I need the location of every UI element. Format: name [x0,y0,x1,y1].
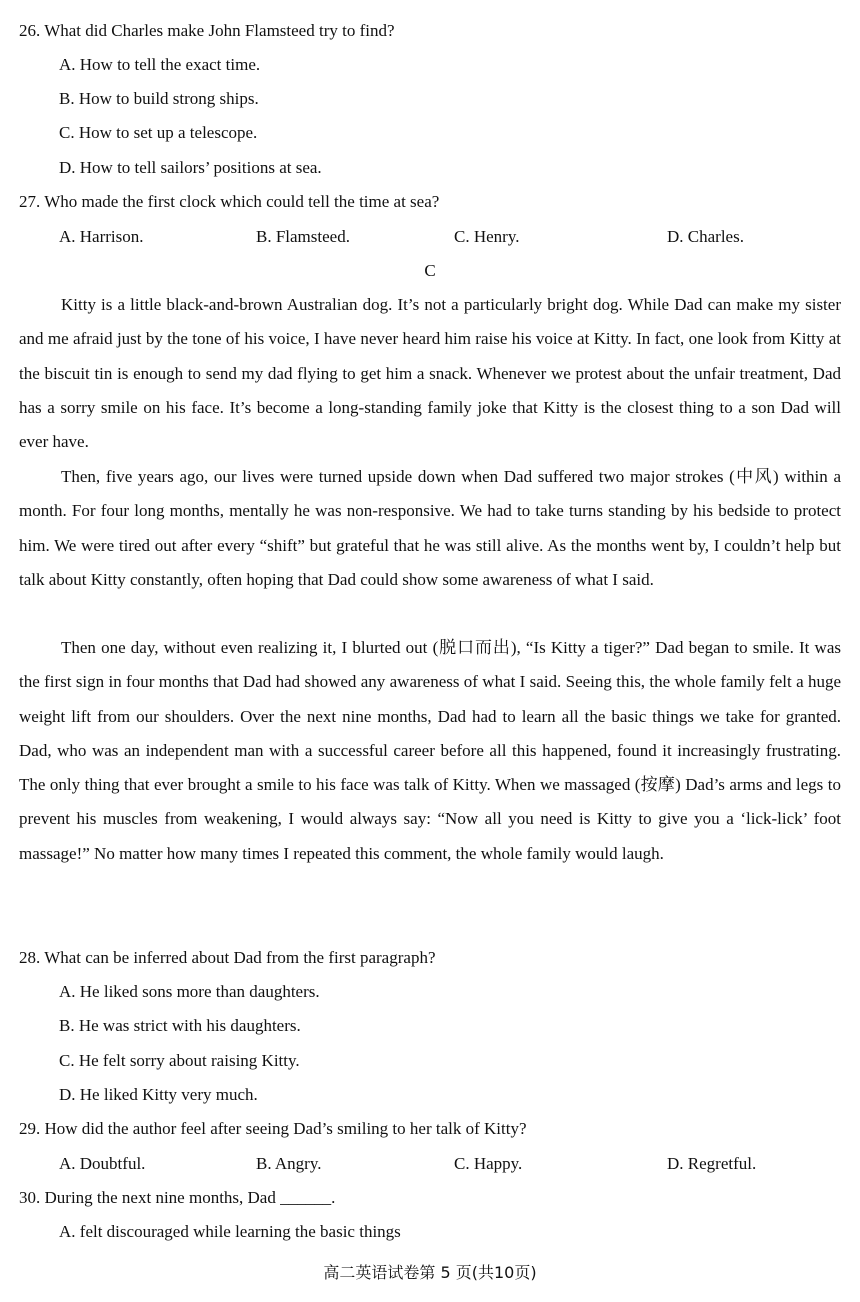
question-27-option-b: B. Flamsteed. [256,227,350,246]
passage-paragraph-1-text: Kitty is a little black-and-brown Australian dog. It’s not a particularly bright dog. While Dad can make my sister and me afraid just by the tone of his voice, I have never heard him raise his voice at Kitty. In fact, one look from Kitty at the biscuit tin is enough to send my dad flying to get him a snack. Whenever we protest about the unfair treatment, Dad has a sorry smile on his face. It’s become a long-standing family joke that Kitty is the closest thing to a son Dad will ever have. [19,295,841,452]
question-26-stem: 26. What did Charles make John Flamsteed try to find? [19,21,395,40]
question-28-option-c: C. He felt sorry about raising Kitty. [59,1051,300,1070]
question-27-stem: 27. Who made the first clock which could tell the time at sea? [19,192,440,211]
question-29-stem: 29. How did the author feel after seeing Dad’s smiling to her talk of Kitty? [19,1119,527,1138]
section-heading: C [424,261,436,280]
question-30-option-a: A. felt discouraged while learning the basic things [59,1222,401,1241]
question-27-option-a: A. Harrison. [59,227,144,246]
question-28-option-b: B. He was strict with his daughters. [59,1016,301,1035]
question-28-option-a: A. He liked sons more than daughters. [59,982,320,1001]
passage-paragraph-1 [19,288,841,459]
question-29-option-b: B. Angry. [256,1154,322,1173]
question-26-option-c: C. How to set up a telescope. [59,123,258,142]
passage-paragraph-2-text: Then, five years ago, our lives were turned upside down when Dad suffered two major strokes (中风) within a month. For four long months, mentally he was non-responsive. We had to take turns standing by his bedside to protect him. We were tired out after every “shift” but grateful that he was still alive. As the months went by, I couldn’t help but talk about Kitty constantly, often hoping that Dad could show some awareness of what I said. [19,467,841,589]
question-26-option-d: D. How to tell sailors’ positions at sea. [59,158,322,177]
passage-paragraph-3 [19,631,841,871]
question-29-option-c: C. Happy. [454,1154,523,1173]
question-27-option-d: D. Charles. [667,227,744,246]
question-27-option-c: C. Henry. [454,227,520,246]
passage-paragraph-2 [19,460,841,597]
question-26-option-b: B. How to build strong ships. [59,89,259,108]
question-28-option-d: D. He liked Kitty very much. [59,1085,258,1104]
question-28-stem: 28. What can be inferred about Dad from the first paragraph? [19,948,436,967]
question-29-option-d: D. Regretful. [667,1154,757,1173]
question-29-option-a: A. Doubtful. [59,1154,146,1173]
question-30-stem: 30. During the next nine months, Dad ______. [19,1188,336,1207]
passage-paragraph-3-text: Then one day, without even realizing it, I blurted out (脱口而出), “Is Kitty a tiger?” Dad began to smile. It was the first sign in four months that Dad had showed any awareness of what I said. Seeing this, the whole family felt a huge weight lift from our shoulders. Over the next nine months, Dad had to learn all the basic things we take for granted. Dad, who was an independent man with a successful career before all this happened, found it increasingly frustrating. The only thing that ever brought a smile to his face was talk of Kitty. When we massaged (按摩) Dad’s arms and legs to prevent his muscles from weakening, I would always say: “Now all you need is Kitty to give you a ‘lick-lick’ foot massage!” No matter how many times I repeated this comment, the whole family would laugh. [19,638,841,863]
page-footer: 高二英语试卷第 5 页(共10页) [323,1263,537,1282]
question-26-option-a: A. How to tell the exact time. [59,55,261,74]
